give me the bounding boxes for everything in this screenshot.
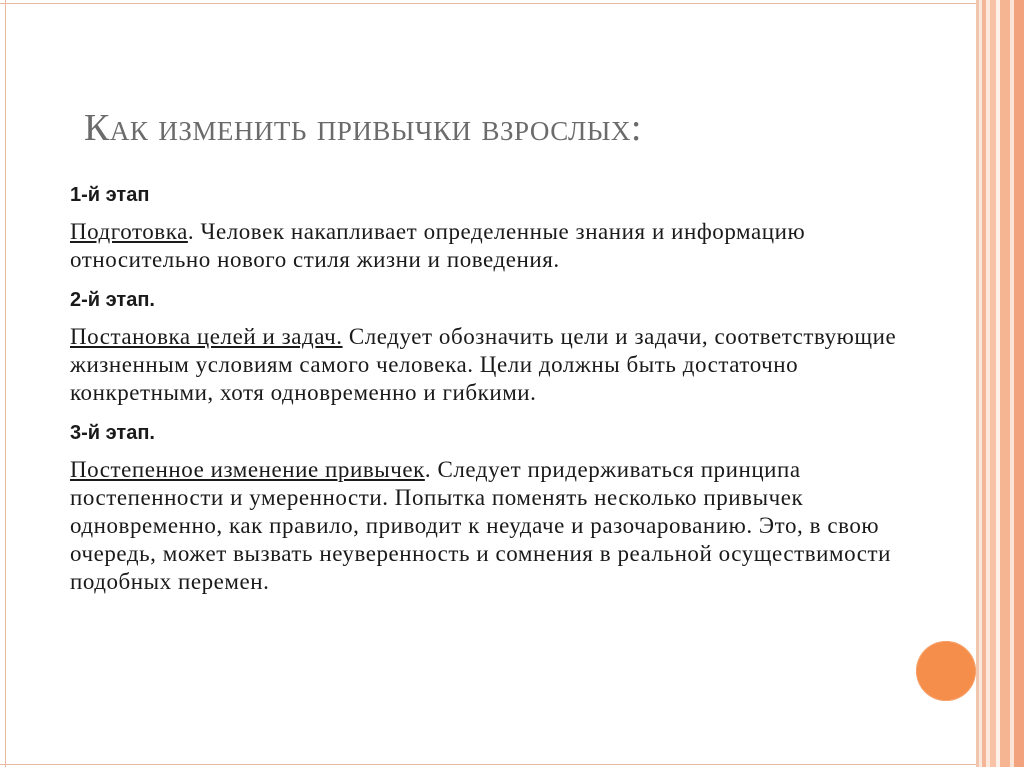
slide-content bbox=[70, 180, 900, 607]
stage-2-text: Следует обозначить цели и задачи, соответствующие жизненным условиям самого человека. Цели должны быть достаточно конкретными, хотя одновременно и гибкими. bbox=[70, 324, 897, 405]
frame-left-line bbox=[5, 0, 6, 767]
stage-1-text: . Человек накапливает определенные знания и информацию относительно нового стиля жизни и поведения. bbox=[70, 219, 806, 272]
stripe bbox=[1014, 0, 1024, 767]
decorative-stripes bbox=[976, 0, 1024, 767]
stripe bbox=[1000, 0, 1010, 767]
stage-3-text: . Следует придерживаться принципа постепенности и умеренности. Попытка поменять несколько привычек одновременно, как правило, приводит к неудаче и разочарованию. Это, в свою очередь, может вызвать неуверенность и сомнения в реальной осуществимости подобных перемен. bbox=[70, 457, 891, 594]
stage-2-heading: 2-й этап. bbox=[70, 289, 155, 311]
stage-1-heading: 1-й этап bbox=[70, 184, 150, 206]
stage-3-paragraph bbox=[70, 456, 900, 596]
stage-3-term: Постепенное изменение привычек bbox=[70, 457, 425, 482]
stage-1-paragraph bbox=[70, 218, 900, 274]
frame-top-line bbox=[0, 3, 976, 4]
decorative-circle bbox=[916, 641, 976, 701]
frame-bottom-line bbox=[0, 764, 976, 765]
stage-3-heading: 3-й этап. bbox=[70, 422, 155, 444]
stage-1-term: Подготовка bbox=[70, 219, 188, 244]
slide-title: Как изменить привычки взрослых: bbox=[84, 107, 642, 149]
stage-2-paragraph bbox=[70, 323, 900, 407]
stage-2-term: Постановка целей и задач. bbox=[70, 324, 343, 349]
